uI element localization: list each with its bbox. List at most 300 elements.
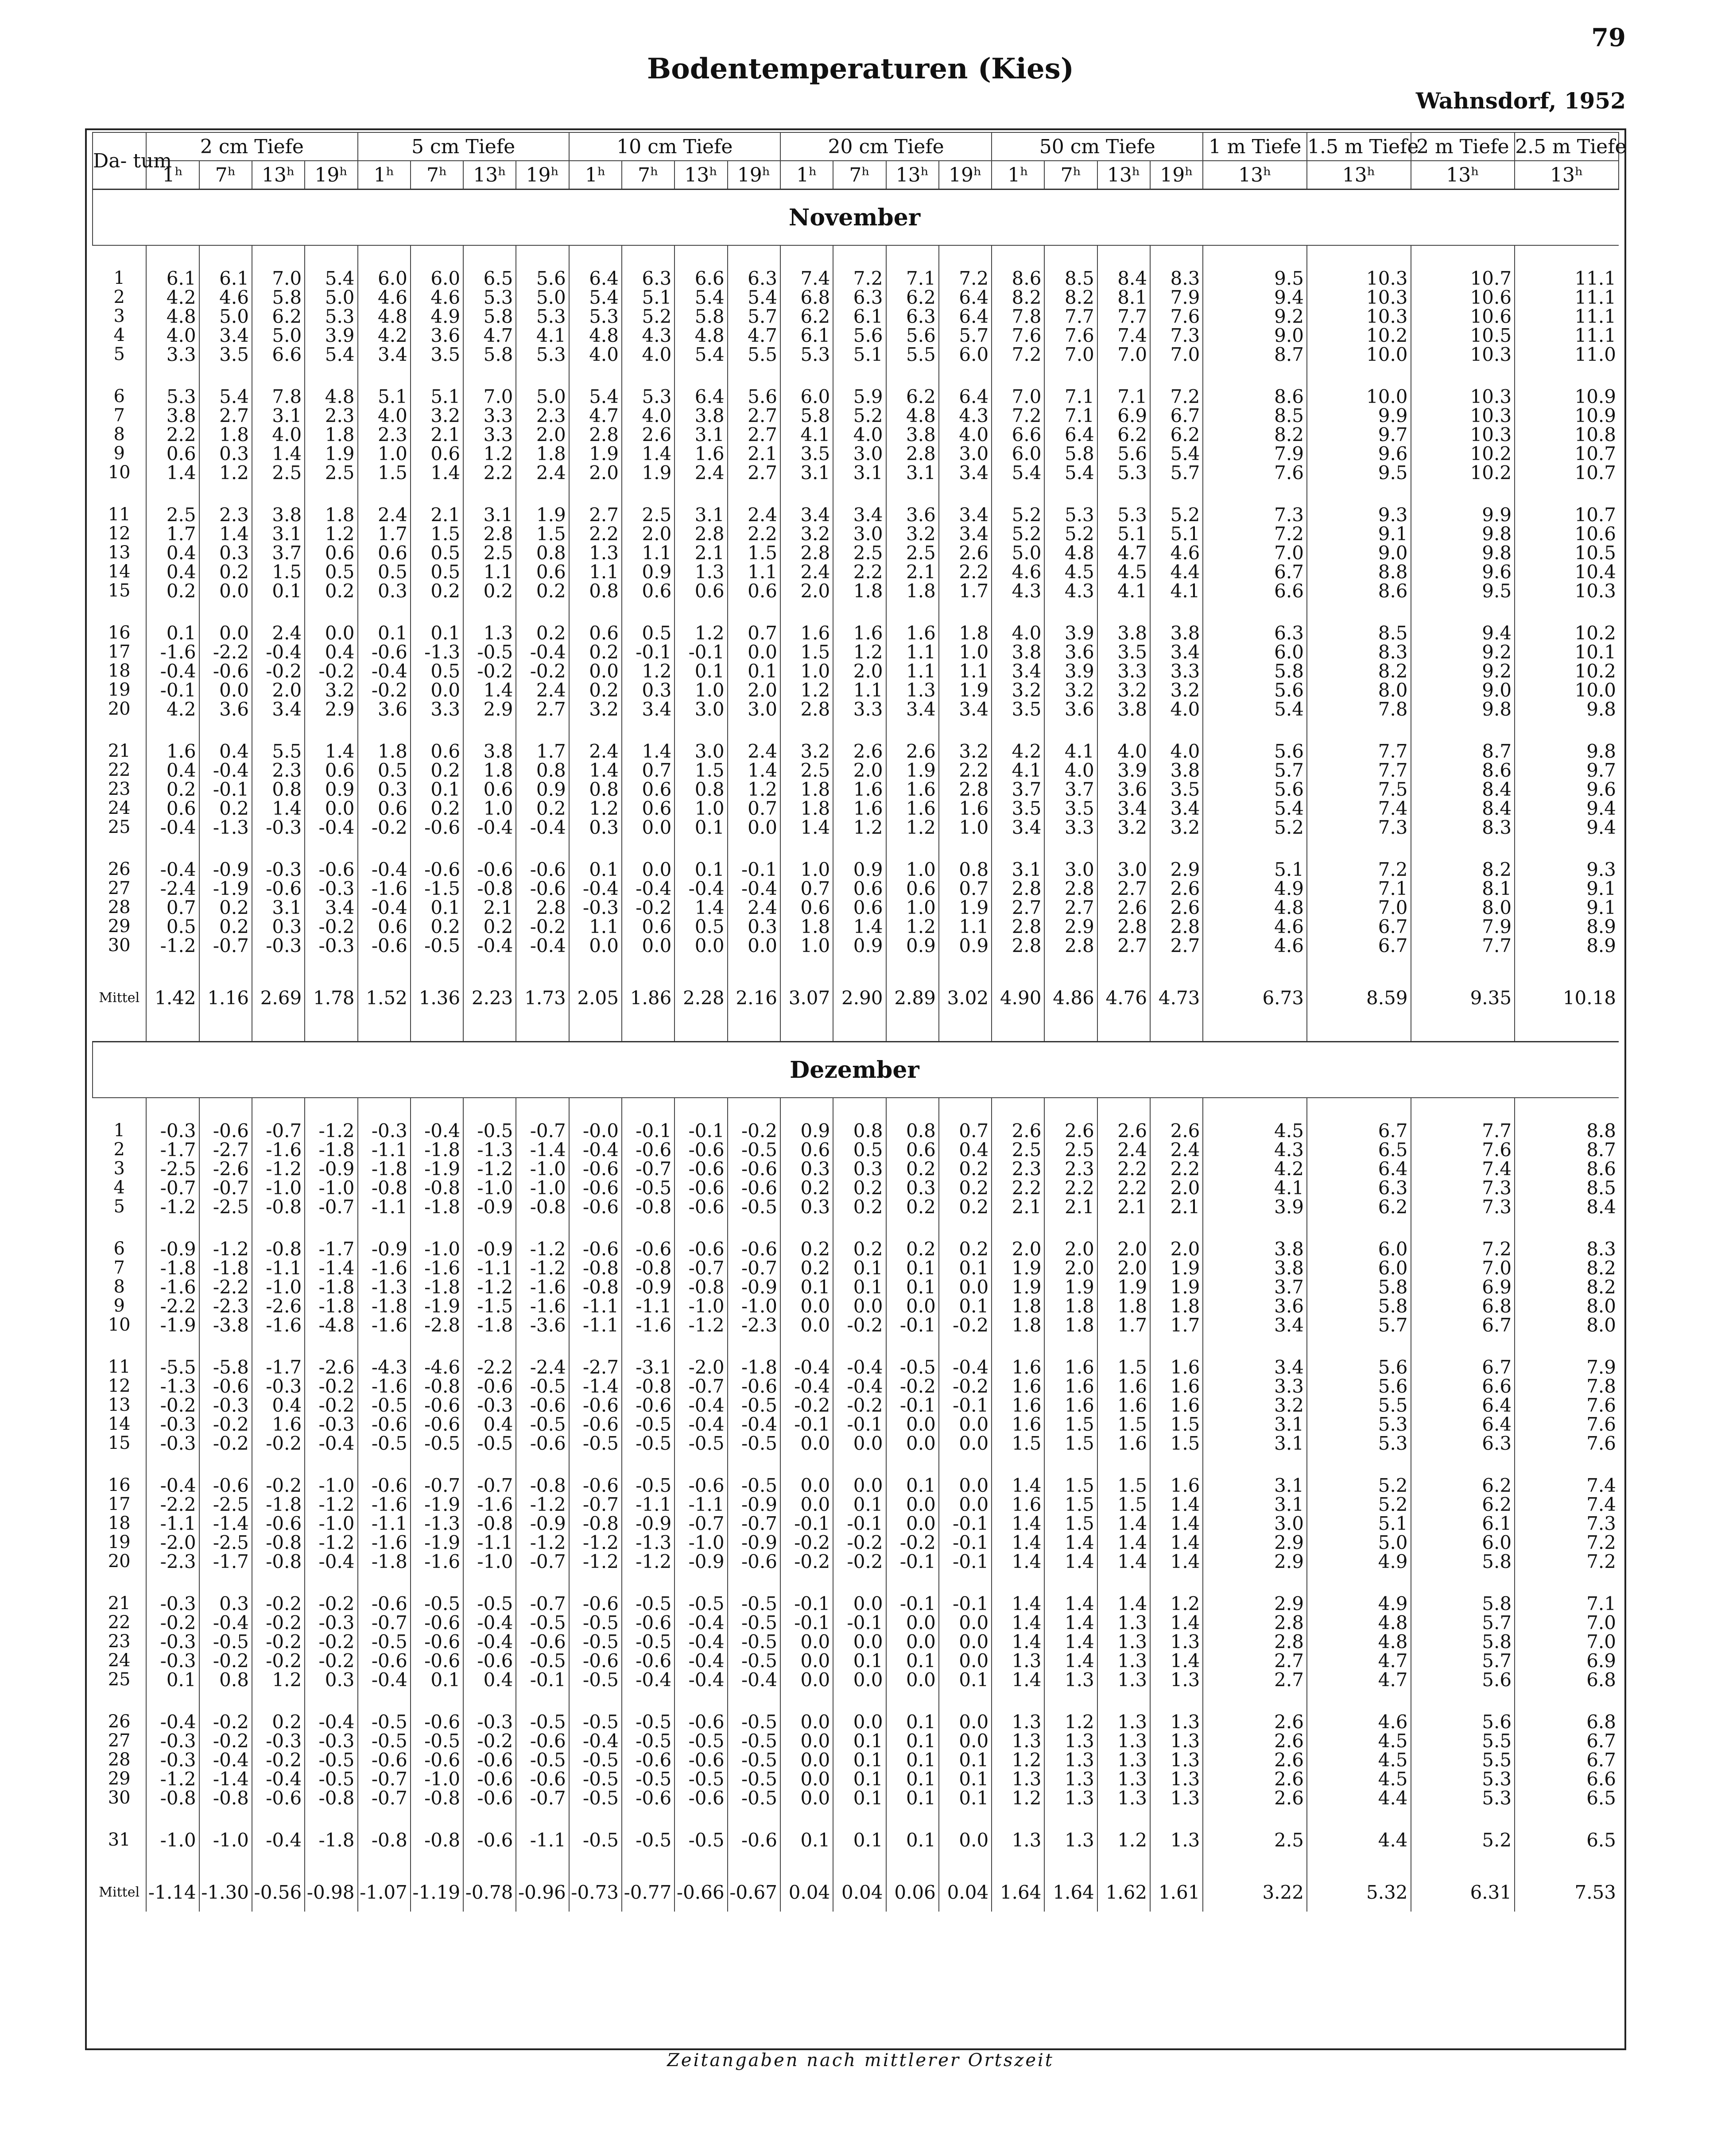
temperature-value: 9.2 — [1411, 662, 1515, 681]
temperature-value: 0.2 — [411, 761, 463, 780]
temperature-value: 1.2 — [833, 818, 886, 837]
spacer-cell — [622, 245, 674, 269]
spacer-cell — [146, 1335, 199, 1358]
temperature-value: -1.9 — [199, 879, 252, 898]
temperature-value: -2.3 — [728, 1316, 780, 1335]
temperature-value: 0.0 — [833, 1594, 886, 1613]
temperature-value: -0.5 — [463, 1121, 516, 1140]
temperature-value: 5.5 — [252, 742, 305, 761]
temperature-value: 0.0 — [939, 1613, 992, 1632]
temperature-value: 3.1 — [252, 406, 305, 425]
temperature-value: -0.4 — [569, 1140, 622, 1159]
temperature-value: 10.2 — [1411, 444, 1515, 463]
temperature-value: 0.0 — [833, 1712, 886, 1731]
spacer-cell — [463, 719, 516, 742]
temperature-value: -1.2 — [569, 1533, 622, 1552]
mean-value: 1.64 — [1044, 1873, 1097, 1912]
spacer-cell — [199, 1017, 252, 1042]
temperature-value: -0.2 — [305, 662, 357, 681]
temperature-value: 0.3 — [728, 917, 780, 936]
spacer-row — [93, 1808, 1619, 1831]
temperature-value: -0.6 — [674, 1712, 727, 1731]
spacer-cell — [305, 1453, 357, 1476]
spacer-cell — [463, 1571, 516, 1594]
temperature-value: -1.3 — [411, 1514, 463, 1533]
temperature-value: 1.2 — [305, 524, 357, 543]
temperature-value: -0.6 — [305, 860, 357, 879]
temperature-value: 4.1 — [1203, 1178, 1307, 1197]
spacer-cell — [728, 1098, 780, 1121]
temperature-value: 2.7 — [199, 406, 252, 425]
spacer-cell — [1307, 1017, 1411, 1042]
temperature-value: -0.6 — [569, 1239, 622, 1258]
mean-value: 6.31 — [1411, 1873, 1515, 1912]
temperature-value: -0.5 — [728, 1613, 780, 1632]
temperature-value: 4.3 — [622, 326, 674, 345]
temperature-value: 2.0 — [1097, 1239, 1150, 1258]
temperature-value: 8.2 — [992, 288, 1044, 307]
temperature-value: 7.4 — [1411, 1159, 1515, 1178]
spacer-cell — [569, 1850, 622, 1873]
temperature-value: 7.3 — [1411, 1178, 1515, 1197]
temperature-value: 7.1 — [886, 269, 939, 288]
temperature-value: 3.4 — [886, 700, 939, 719]
temperature-value: 2.2 — [463, 463, 516, 482]
temperature-value: 0.6 — [833, 898, 886, 917]
temperature-value: 5.8 — [780, 406, 833, 425]
spacer-cell — [622, 1216, 674, 1239]
temperature-value: 11.1 — [1515, 307, 1619, 326]
spacer-cell — [199, 1453, 252, 1476]
temperature-value: 10.6 — [1515, 524, 1619, 543]
temperature-value: 10.0 — [1307, 387, 1411, 406]
temperature-value: -0.5 — [569, 1788, 622, 1808]
temperature-value: 4.3 — [1203, 1140, 1307, 1159]
spacer-cell — [728, 1453, 780, 1476]
temperature-value: 2.8 — [569, 425, 622, 444]
temperature-value: -0.4 — [780, 1377, 833, 1396]
temperature-value: 0.0 — [939, 1712, 992, 1731]
spacer-cell — [886, 245, 939, 269]
month-heading-row — [93, 1042, 1619, 1098]
temperature-value: -0.7 — [252, 1121, 305, 1140]
temperature-value: 5.7 — [1411, 1613, 1515, 1632]
temperature-value: 10.9 — [1515, 406, 1619, 425]
temperature-value: 1.2 — [463, 444, 516, 463]
temperature-value: 2.4 — [252, 623, 305, 643]
temperature-value: 6.7 — [1150, 406, 1203, 425]
mean-value: 2.05 — [569, 978, 622, 1017]
temperature-value: 1.3 — [992, 1651, 1044, 1670]
temperature-value: -0.9 — [463, 1197, 516, 1216]
temperature-value: -0.4 — [146, 1476, 199, 1495]
temperature-value: 6.4 — [1044, 425, 1097, 444]
table-row — [93, 662, 1619, 681]
temperature-value: 4.8 — [674, 326, 727, 345]
temperature-value: 1.9 — [939, 898, 992, 917]
datum-header: Da- tum — [93, 132, 146, 190]
temperature-value: 7.6 — [1150, 307, 1203, 326]
temperature-value: 4.3 — [992, 581, 1044, 600]
spacer-cell — [674, 1453, 727, 1476]
temperature-value: 4.2 — [146, 700, 199, 719]
spacer-cell — [992, 482, 1044, 505]
temperature-value: 0.0 — [833, 1434, 886, 1453]
spacer-cell — [1203, 1571, 1307, 1594]
time-header: 13ʰ — [1515, 161, 1619, 190]
spacer-cell — [780, 955, 833, 978]
spacer-cell — [516, 1017, 569, 1042]
temperature-value: 1.5 — [516, 524, 569, 543]
spacer-cell — [358, 1571, 411, 1594]
temperature-value: -0.2 — [199, 1712, 252, 1731]
temperature-value: 4.6 — [411, 288, 463, 307]
table-row — [93, 387, 1619, 406]
temperature-value: 5.2 — [992, 524, 1044, 543]
temperature-value: -0.6 — [569, 1178, 622, 1197]
spacer-cell — [1411, 1216, 1515, 1239]
temperature-value: 3.6 — [199, 700, 252, 719]
temperature-value: 0.6 — [622, 917, 674, 936]
temperature-value: 2.6 — [833, 742, 886, 761]
spacer-row — [93, 1689, 1619, 1712]
time-header: 1ʰ — [992, 161, 1044, 190]
temperature-value: -0.8 — [199, 1788, 252, 1808]
mean-value: 1.36 — [411, 978, 463, 1017]
temperature-value: 4.1 — [516, 326, 569, 345]
temperature-value: -0.3 — [463, 1396, 516, 1415]
temperature-value: 2.7 — [728, 425, 780, 444]
temperature-value: 4.7 — [728, 326, 780, 345]
spacer-cell — [199, 1571, 252, 1594]
temperature-value: 3.5 — [1097, 643, 1150, 662]
temperature-value: 10.7 — [1515, 505, 1619, 524]
table-row — [93, 1358, 1619, 1377]
temperature-value: -0.5 — [728, 1769, 780, 1788]
temperature-value: 2.8 — [780, 700, 833, 719]
spacer-cell — [569, 1017, 622, 1042]
temperature-value: 3.4 — [622, 700, 674, 719]
temperature-value: -4.8 — [305, 1316, 357, 1335]
temperature-value: 7.8 — [1307, 700, 1411, 719]
temperature-value: 0.0 — [622, 936, 674, 955]
temperature-value: 8.9 — [1515, 936, 1619, 955]
spacer-cell — [780, 600, 833, 623]
spacer-cell — [1515, 600, 1619, 623]
temperature-value: 5.4 — [1150, 444, 1203, 463]
temperature-value: -1.8 — [199, 1258, 252, 1277]
temperature-value: -0.6 — [674, 1476, 727, 1495]
temperature-value: 5.0 — [252, 326, 305, 345]
temperature-value: 1.8 — [780, 917, 833, 936]
temperature-value: 5.8 — [463, 345, 516, 364]
spacer-cell — [886, 1571, 939, 1594]
temperature-value: 1.0 — [358, 444, 411, 463]
spacer-cell — [886, 1017, 939, 1042]
temperature-value: 8.3 — [1150, 269, 1203, 288]
temperature-value: 2.4 — [674, 463, 727, 482]
temperature-value: -0.8 — [569, 1277, 622, 1297]
temperature-value: 7.0 — [463, 387, 516, 406]
temperature-value: -0.4 — [305, 1434, 357, 1453]
spacer-cell — [1411, 719, 1515, 742]
temperature-value: 1.6 — [1150, 1476, 1203, 1495]
temperature-value: 4.8 — [305, 387, 357, 406]
temperature-value: -0.2 — [305, 1632, 357, 1651]
spacer-cell — [780, 1571, 833, 1594]
table-row — [93, 1396, 1619, 1415]
temperature-value: -0.1 — [939, 1552, 992, 1571]
temperature-value: 3.7 — [1044, 780, 1097, 799]
temperature-value: 3.0 — [728, 700, 780, 719]
temperature-value: -0.6 — [199, 1377, 252, 1396]
mean-value: 1.86 — [622, 978, 674, 1017]
temperature-value: -1.6 — [358, 1258, 411, 1277]
temperature-value: 1.6 — [674, 444, 727, 463]
temperature-value: 0.2 — [939, 1159, 992, 1178]
temperature-value: 1.1 — [939, 917, 992, 936]
temperature-value: 3.1 — [463, 505, 516, 524]
temperature-value: 1.8 — [780, 780, 833, 799]
temperature-value: 2.7 — [1097, 879, 1150, 898]
spacer-cell — [252, 600, 305, 623]
temperature-value: -0.7 — [199, 936, 252, 955]
table-row — [93, 623, 1619, 643]
temperature-value: -2.5 — [199, 1495, 252, 1514]
temperature-value: 0.6 — [569, 623, 622, 643]
temperature-value: -0.6 — [463, 1377, 516, 1396]
spacer-cell — [1097, 364, 1150, 387]
spacer-cell — [622, 600, 674, 623]
temperature-value: 5.3 — [569, 307, 622, 326]
day-number: 20 — [108, 699, 131, 719]
day-number: 26 — [108, 1711, 131, 1732]
spacer-cell — [1515, 955, 1619, 978]
temperature-value: -0.1 — [939, 1533, 992, 1552]
temperature-value: -0.6 — [463, 1788, 516, 1808]
temperature-value: 1.3 — [886, 681, 939, 700]
temperature-value: 1.8 — [305, 425, 357, 444]
temperature-value: -0.6 — [358, 1594, 411, 1613]
temperature-value: 1.4 — [992, 1552, 1044, 1571]
temperature-value: 1.4 — [252, 444, 305, 463]
temperature-value: 6.0 — [992, 444, 1044, 463]
time-header: 1ʰ — [569, 161, 622, 190]
temperature-value: 6.3 — [1411, 1434, 1515, 1453]
temperature-value: 7.6 — [1515, 1396, 1619, 1415]
mean-value: 4.90 — [992, 978, 1044, 1017]
mean-value: -1.14 — [146, 1873, 199, 1912]
temperature-value: 0.1 — [886, 1277, 939, 1297]
temperature-value: 5.6 — [833, 326, 886, 345]
temperature-value: -0.2 — [463, 1731, 516, 1750]
temperature-value: 9.6 — [1515, 780, 1619, 799]
temperature-value: -0.4 — [146, 1712, 199, 1731]
temperature-value: 1.5 — [992, 1434, 1044, 1453]
temperature-value: 0.0 — [939, 1831, 992, 1850]
spacer-cell — [622, 482, 674, 505]
mean-value: 2.89 — [886, 978, 939, 1017]
table-row — [93, 1750, 1619, 1769]
temperature-value: -0.6 — [622, 1651, 674, 1670]
spacer-cell — [1150, 482, 1203, 505]
temperature-value: 6.5 — [1515, 1788, 1619, 1808]
temperature-value: 2.4 — [516, 463, 569, 482]
spacer-cell — [1411, 600, 1515, 623]
temperature-value: -0.2 — [358, 818, 411, 837]
temperature-value: 10.2 — [1411, 463, 1515, 482]
temperature-value: 8.4 — [1515, 1197, 1619, 1216]
temperature-value: -0.6 — [358, 1476, 411, 1495]
temperature-value: 0.1 — [833, 1258, 886, 1277]
temperature-value: -1.7 — [146, 1140, 199, 1159]
spacer-cell — [728, 1335, 780, 1358]
temperature-value: -1.6 — [146, 643, 199, 662]
spacer-cell — [305, 364, 357, 387]
temperature-value: -0.2 — [252, 1434, 305, 1453]
temperature-value: -1.0 — [411, 1769, 463, 1788]
temperature-value: 1.1 — [569, 562, 622, 581]
temperature-value: 5.6 — [1203, 742, 1307, 761]
temperature-value: 0.0 — [886, 1495, 939, 1514]
temperature-value: 5.9 — [833, 387, 886, 406]
temperature-value: -0.6 — [252, 879, 305, 898]
spacer-cell — [146, 245, 199, 269]
temperature-value: -0.1 — [199, 780, 252, 799]
temperature-value: 1.4 — [146, 463, 199, 482]
temperature-value: -0.8 — [569, 1514, 622, 1533]
spacer-cell — [569, 1453, 622, 1476]
spacer-cell — [1307, 600, 1411, 623]
spacer-cell — [411, 1216, 463, 1239]
temperature-value: 2.8 — [939, 780, 992, 799]
spacer-row — [93, 1216, 1619, 1239]
temperature-value: -0.5 — [516, 1613, 569, 1632]
temperature-value: -0.7 — [516, 1788, 569, 1808]
spacer-cell — [463, 482, 516, 505]
temperature-value: -0.6 — [622, 1750, 674, 1769]
temperature-value: 0.0 — [780, 1788, 833, 1808]
temperature-value: 10.0 — [1307, 345, 1411, 364]
temperature-value: 0.0 — [780, 1750, 833, 1769]
temperature-value: 1.3 — [1044, 1788, 1097, 1808]
temperature-value: 4.1 — [1044, 742, 1097, 761]
spacer-cell — [199, 1689, 252, 1712]
temperature-value: -0.2 — [516, 662, 569, 681]
temperature-value: 8.7 — [1411, 742, 1515, 761]
spacer-cell — [93, 1098, 146, 1121]
temperature-value: 8.0 — [1411, 898, 1515, 917]
temperature-value: -0.1 — [833, 1415, 886, 1434]
table-row — [93, 1159, 1619, 1178]
spacer-cell — [358, 245, 411, 269]
temperature-value: 1.5 — [411, 524, 463, 543]
temperature-value: 4.0 — [1097, 742, 1150, 761]
day-number: 21 — [108, 1593, 131, 1614]
temperature-value: -2.0 — [146, 1533, 199, 1552]
temperature-value: 7.3 — [1307, 818, 1411, 837]
temperature-value: 1.3 — [463, 623, 516, 643]
temperature-value: -1.8 — [411, 1277, 463, 1297]
temperature-value: -0.3 — [463, 1712, 516, 1731]
temperature-value: 1.6 — [886, 799, 939, 818]
temperature-value: -0.5 — [516, 1415, 569, 1434]
temperature-value: 10.9 — [1515, 387, 1619, 406]
temperature-value: -0.6 — [728, 1239, 780, 1258]
temperature-value: 6.9 — [1097, 406, 1150, 425]
temperature-value: 1.4 — [674, 898, 727, 917]
temperature-value: -0.5 — [463, 1434, 516, 1453]
temperature-value: 0.1 — [886, 1712, 939, 1731]
temperature-value: 0.2 — [199, 799, 252, 818]
spacer-cell — [1307, 1335, 1411, 1358]
temperature-value: 0.8 — [939, 860, 992, 879]
temperature-value: 9.0 — [1307, 543, 1411, 562]
mean-value: 9.35 — [1411, 978, 1515, 1017]
temperature-value: -0.2 — [305, 1651, 357, 1670]
spacer-cell — [833, 719, 886, 742]
temperature-value: 0.9 — [833, 936, 886, 955]
temperature-value: -0.1 — [886, 1396, 939, 1415]
temperature-value: 5.4 — [674, 345, 727, 364]
temperature-value: -1.8 — [358, 1552, 411, 1571]
temperature-value: 0.0 — [886, 1297, 939, 1316]
temperature-value: -0.5 — [728, 1594, 780, 1613]
mean-value: -1.19 — [411, 1873, 463, 1912]
temperature-value: 6.0 — [780, 387, 833, 406]
spacer-cell — [1411, 1453, 1515, 1476]
day-number: 12 — [108, 523, 131, 544]
temperature-value: 10.3 — [1411, 387, 1515, 406]
mean-value: -0.78 — [463, 1873, 516, 1912]
temperature-value: -1.4 — [516, 1140, 569, 1159]
temperature-value: -0.9 — [728, 1533, 780, 1552]
mean-value: 2.28 — [674, 978, 727, 1017]
temperature-value: 0.0 — [780, 1434, 833, 1453]
temperature-value: 5.1 — [622, 288, 674, 307]
temperature-value: 6.3 — [833, 288, 886, 307]
temperature-value: 0.2 — [886, 1159, 939, 1178]
temperature-value: 1.3 — [1150, 1670, 1203, 1689]
temperature-value: -1.2 — [622, 1552, 674, 1571]
temperature-value: -2.2 — [146, 1297, 199, 1316]
temperature-value: 2.6 — [1097, 898, 1150, 917]
temperature-value: -0.4 — [622, 879, 674, 898]
temperature-value: -0.6 — [674, 1140, 727, 1159]
spacer-cell — [1044, 719, 1097, 742]
temperature-value: 5.4 — [1203, 799, 1307, 818]
table-row — [93, 1476, 1619, 1495]
temperature-value: 2.7 — [569, 505, 622, 524]
day-number: 30 — [108, 1788, 131, 1808]
temperature-value: 1.4 — [1044, 1632, 1097, 1651]
spacer-cell — [1411, 364, 1515, 387]
temperature-value: 1.2 — [252, 1670, 305, 1689]
temperature-value: -1.8 — [252, 1495, 305, 1514]
temperature-value: 8.6 — [1203, 387, 1307, 406]
temperature-value: -0.2 — [305, 1594, 357, 1613]
temperature-value: -1.8 — [411, 1140, 463, 1159]
day-number: 25 — [108, 1669, 131, 1690]
temperature-value: 5.3 — [146, 387, 199, 406]
spacer-cell — [992, 1216, 1044, 1239]
temperature-value: 2.8 — [992, 879, 1044, 898]
temperature-value: -0.5 — [569, 1632, 622, 1651]
temperature-value: 4.7 — [1307, 1670, 1411, 1689]
temperature-value: 0.3 — [358, 780, 411, 799]
day-number: 5 — [113, 1196, 125, 1217]
temperature-value: 1.4 — [992, 1670, 1044, 1689]
